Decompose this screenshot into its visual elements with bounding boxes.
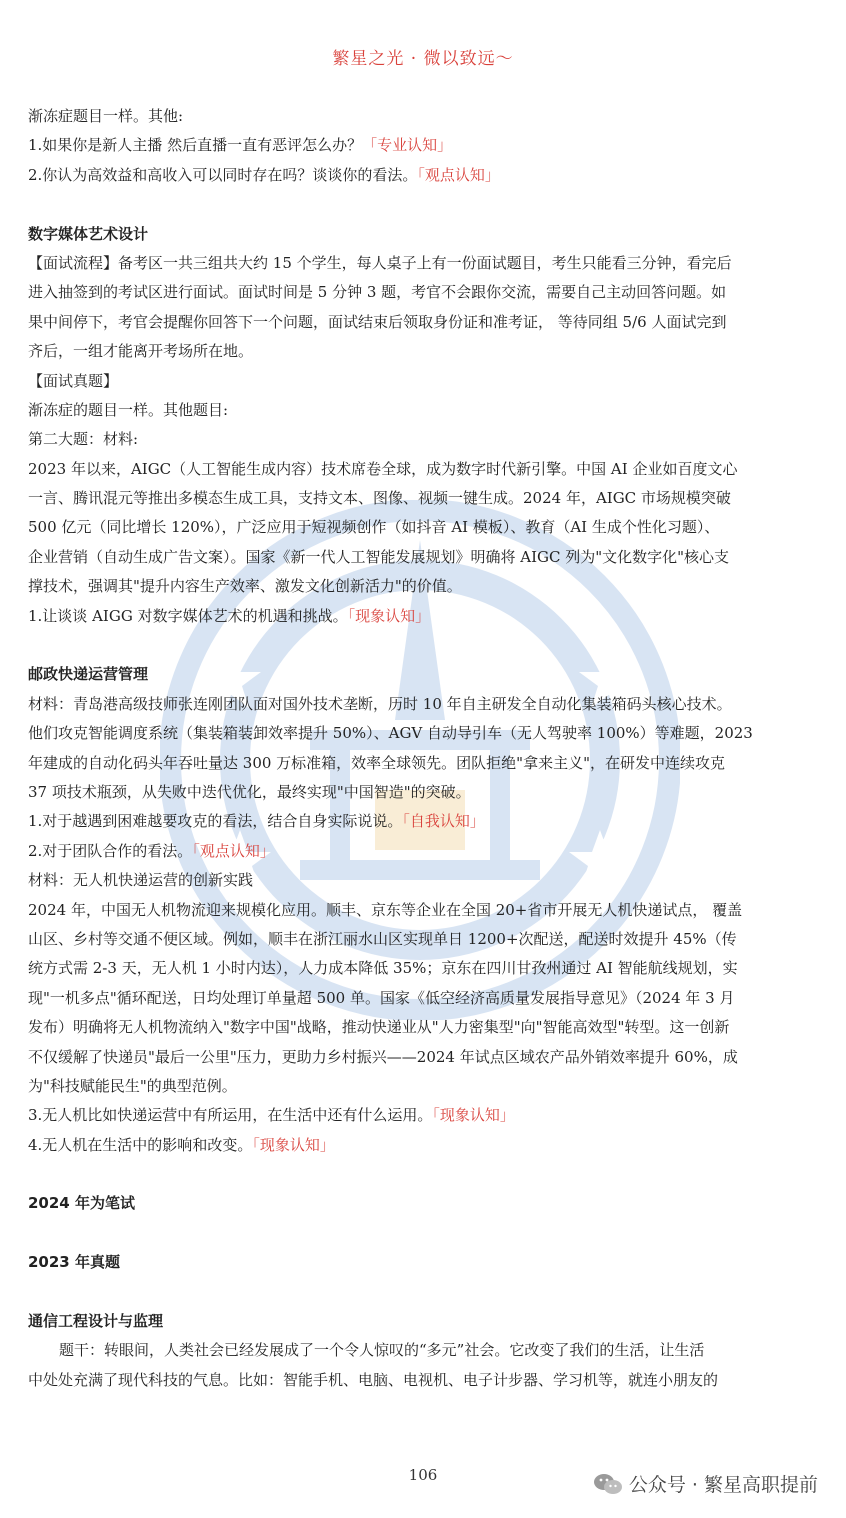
- line-text: 渐冻症的题目一样。其他题目:: [28, 400, 229, 419]
- line-text: 邮政快递运营管理: [28, 665, 149, 684]
- line-text: 现"一机多点"循环配送，日均处理订单量超 500 单。国家《低空经济高质量发展指导意见》（2024 年 3 月: [28, 988, 735, 1007]
- line-text: 一言、腾讯混元等推出多模态生成工具，支持文本、图像、视频一键生成。2024 年，AIGC 市场规模突破: [28, 489, 731, 508]
- line-text: 【面试真题】: [28, 371, 119, 390]
- line-text: 不仅缓解了快递员"最后一公里"压力，更助力乡村振兴——2024 年试点区域农产品外销效率提升 60%，成: [28, 1047, 738, 1066]
- text-line: [28, 543, 824, 572]
- blank-line: [28, 1278, 824, 1307]
- line-text: 统方式需 2-3 天，无人机 1 小时内达），人力成本降低 35%；京东在四川甘孜州通过 AI 智能航线规划，实: [28, 959, 738, 978]
- text-line: [28, 954, 824, 983]
- line-text: 渐冻症题目一样。其他:: [28, 107, 184, 125]
- category-tag: 「现象认知」: [432, 1106, 515, 1125]
- text-line: [28, 455, 824, 484]
- text-line: [28, 337, 824, 366]
- section-heading: [28, 1189, 824, 1218]
- line-text: 4.无人机在生活中的影响和改变。: [28, 1135, 253, 1154]
- text-line: [28, 102, 824, 131]
- line-text: 年建成的自动化码头年吞吐量达 300 万标准箱，效率全球领先。团队拒绝"拿来主义"，在研发中连续攻克: [28, 753, 725, 772]
- line-text: 1.让谈谈 AIGG 对数字媒体艺术的机遇和挑战。: [28, 606, 348, 625]
- text-line: [28, 866, 824, 895]
- blank-line: [28, 1219, 824, 1248]
- text-line: [28, 1336, 824, 1365]
- category-tag: 「现象认知」: [252, 1135, 335, 1154]
- line-text: 1.如果你是新人主播 然后直播一直有恶评怎么办？: [28, 136, 363, 155]
- section-heading: [28, 660, 824, 689]
- question-line: [28, 131, 824, 160]
- question-line: [28, 602, 824, 631]
- question-line: [28, 161, 824, 190]
- line-text: 材料：青岛港高级技师张连刚团队面对国外技术垄断，历时 10 年自主研发全自动化集装箱码头核心技术。: [28, 694, 732, 713]
- line-text: 2.对于团队合作的看法。: [28, 841, 193, 860]
- line-text: 他们攻克智能调度系统（集装箱装卸效率提升 50%）、AGV 自动导引车（无人驾驶率 100%）等难题，2023: [28, 724, 753, 743]
- category-tag: 「观点认知」: [192, 841, 275, 860]
- text-line: [28, 484, 824, 513]
- line-text: 数字媒体艺术设计: [28, 224, 149, 243]
- blank-line: [28, 1160, 824, 1189]
- line-text: 发布）明确将无人机物流纳入"数字中国"战略，推动快递业从"人力密集型"向"智能高效型"转型。这一创新: [28, 1018, 730, 1037]
- document-body: [28, 102, 824, 1395]
- category-tag: 「专业认知」: [362, 136, 453, 155]
- text-line: [28, 278, 824, 307]
- text-line: [28, 984, 824, 1013]
- text-line: [28, 1043, 824, 1072]
- text-line: [28, 690, 824, 719]
- text-line: [28, 249, 824, 278]
- line-text: 撑技术，强调其"提升内容生产效率、激发文化创新活力"的价值。: [28, 577, 462, 596]
- line-text: 2023 年真题: [28, 1253, 120, 1272]
- line-text: 为"科技赋能民生"的典型范例。: [28, 1076, 237, 1095]
- text-line: [28, 367, 824, 396]
- category-tag: 「观点认知」: [417, 165, 500, 184]
- text-line: [28, 425, 824, 454]
- blank-line: [28, 190, 824, 219]
- text-line: [28, 513, 824, 542]
- question-line: [28, 837, 824, 866]
- line-text: 1.对于越遇到困难越要攻克的看法，结合自身实际说说。: [28, 812, 403, 831]
- line-text: 【面试流程】备考区一共三组共大约 15 个学生，每人桌子上有一份面试题目，考生只能看三分钟，看完后: [28, 253, 732, 272]
- page-number: 106: [408, 1466, 438, 1484]
- line-text: 材料：无人机快递运营的创新实践: [28, 871, 254, 890]
- line-text: 企业营销（自动生成广告文案）。国家《新一代人工智能发展规划》明确将 AIGC 列为"文化数字化"核心支: [28, 547, 730, 566]
- line-text: 37 项技术瓶颈，从失败中迭代优化，最终实现"中国智造"的突破。: [28, 782, 471, 801]
- category-tag: 「现象认知」: [347, 606, 431, 625]
- page-header-title: 繁星之光 · 微以致远～: [332, 49, 514, 69]
- text-line: [28, 572, 824, 601]
- section-heading: [28, 1248, 824, 1277]
- line-text: 齐后，一组才能离开考场所在地。: [28, 342, 254, 361]
- footer-brand: [593, 1470, 818, 1497]
- text-line: [28, 925, 824, 954]
- text-line: [28, 1013, 824, 1042]
- text-line: [28, 896, 824, 925]
- section-heading: [28, 220, 824, 249]
- blank-line: [28, 631, 824, 660]
- line-text: 2.你认为高效益和高收入可以同时存在吗？谈谈你的看法。: [28, 165, 418, 184]
- line-text: 2023 年以来，AIGC（人工智能生成内容）技术席卷全球，成为数字时代新引擎。中国 AI 企业如百度文心: [28, 459, 738, 478]
- text-line: [28, 1072, 824, 1101]
- question-line: [28, 807, 824, 836]
- line-text: 山区、乡村等交通不便区域。例如，顺丰在浙江丽水山区实现单日 1200+次配送，配送时效提升 45%（传: [28, 929, 737, 948]
- question-line: [28, 1131, 824, 1160]
- line-text: 果中间停下，考官会提醒你回答下一个问题，面试结束后领取身份证和准考证， 等待同组 5/6 人面试完到: [28, 312, 727, 331]
- line-text: 第二大题：材料:: [28, 430, 139, 449]
- line-text: 2024 年为笔试: [28, 1194, 135, 1213]
- line-text: 500 亿元（同比增长 120%），广泛应用于短视频创作（如抖音 AI 模板）、教育（AI 生成个性化习题）、: [28, 518, 720, 537]
- line-text: 题干：转眼间，人类社会已经发展成了一个令人惊叹的“多元”社会。它改变了我们的生活，让生活: [59, 1341, 705, 1360]
- line-text: 2024 年，中国无人机物流迎来规模化应用。顺丰、京东等企业在全国 20+省市开展无人机快递试点， 覆盖: [28, 900, 743, 919]
- category-tag: 「自我认知」: [402, 812, 485, 831]
- text-line: [28, 1366, 824, 1395]
- line-text: 中处处充满了现代科技的气息。比如：智能手机、电脑、电视机、电子计步器、学习机等，就连小朋友的: [28, 1370, 719, 1389]
- wechat-icon: [593, 1472, 623, 1496]
- text-line: [28, 396, 824, 425]
- text-line: [28, 308, 824, 337]
- section-heading: [28, 1307, 824, 1336]
- line-text: 通信工程设计与监理: [28, 1312, 164, 1331]
- line-text: 进入抽签到的考试区进行面试。面试时间是 5 分钟 3 题，考官不会跟你交流，需要自己主动回答问题。如: [28, 283, 727, 302]
- text-line: [28, 749, 824, 778]
- text-line: [28, 719, 824, 748]
- footer-brand-label: 公众号 · 繁星高职提前: [628, 1474, 818, 1496]
- question-line: [28, 1101, 824, 1130]
- text-line: [28, 778, 824, 807]
- line-text: 3.无人机比如快递运营中有所运用，在生活中还有什么运用。: [28, 1106, 433, 1125]
